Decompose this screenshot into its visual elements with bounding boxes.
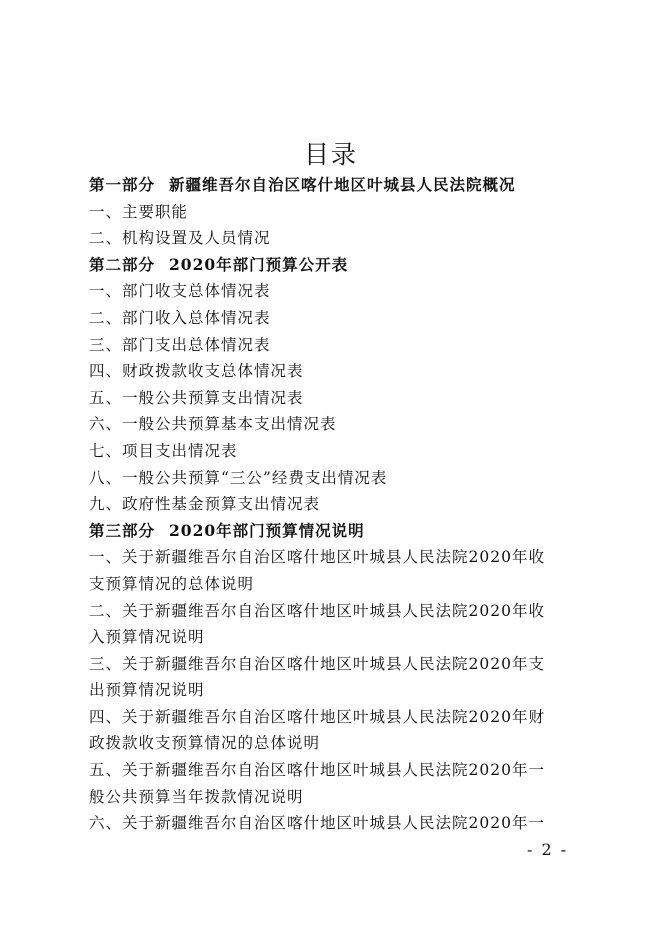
- toc-item-text: 支预算情况的总体说明: [89, 574, 255, 593]
- page-title: 目录: [303, 139, 358, 169]
- toc-item: [89, 757, 589, 784]
- toc-part-label: 第三部分: [89, 520, 156, 540]
- toc-item: [89, 598, 589, 625]
- toc-item: [89, 199, 589, 226]
- toc-item-text: 二、机构设置及人员情况: [89, 229, 271, 248]
- toc-item: [89, 677, 589, 704]
- toc-item-text: 六、关于新疆维吾尔自治区喀什地区叶城县人民法院2020年一: [89, 814, 545, 833]
- toc-item: [89, 465, 589, 492]
- toc-item-text: 一、主要职能: [89, 202, 189, 221]
- table-of-contents: [89, 172, 589, 837]
- toc-item-text: 政拨款收支预算情况的总体说明: [89, 734, 321, 753]
- toc-item: [89, 784, 589, 811]
- toc-item: [89, 278, 589, 305]
- toc-item: [89, 305, 589, 332]
- toc-item: [89, 624, 589, 651]
- toc-item-text: 三、部门支出总体情况表: [89, 335, 271, 354]
- toc-item-text: 四、财政拨款收支总体情况表: [89, 362, 304, 381]
- toc-item-text: 出预算情况说明: [89, 681, 205, 700]
- toc-part-heading: [89, 172, 589, 199]
- toc-part-title: 新疆维吾尔自治区喀什地区叶城县人民法院概况: [169, 175, 516, 194]
- toc-item: [89, 571, 589, 598]
- toc-item: [89, 491, 589, 518]
- toc-part-heading: [89, 518, 589, 545]
- toc-item: [89, 730, 589, 757]
- toc-item-text: 二、关于新疆维吾尔自治区喀什地区叶城县人民法院2020年收: [89, 601, 545, 620]
- toc-item: [89, 544, 589, 571]
- toc-part-title: 2020年部门预算情况说明: [169, 520, 365, 540]
- toc-item-text: 七、项目支出情况表: [89, 441, 238, 460]
- toc-item-text: 般公共预算当年拨款情况说明: [89, 787, 304, 806]
- toc-item-text: 二、部门收入总体情况表: [89, 308, 271, 327]
- toc-item-text: 三、关于新疆维吾尔自治区喀什地区叶城县人民法院2020年支: [89, 654, 545, 673]
- toc-item-text: 四、关于新疆维吾尔自治区喀什地区叶城县人民法院2020年财: [89, 707, 545, 726]
- toc-part-label: 第一部分: [89, 175, 156, 194]
- toc-part-heading: [89, 252, 589, 279]
- toc-item: [89, 438, 589, 465]
- toc-item: [89, 358, 589, 385]
- toc-item-text: 九、政府性基金预算支出情况表: [89, 495, 321, 514]
- toc-item-text: 入预算情况说明: [89, 628, 205, 647]
- toc-item: [89, 704, 589, 731]
- toc-item: [89, 332, 589, 359]
- toc-item-text: 一、关于新疆维吾尔自治区喀什地区叶城县人民法院2020年收: [89, 548, 545, 567]
- toc-item: [89, 651, 589, 678]
- page-number: - 2 -: [527, 840, 569, 859]
- toc-item-text: 五、一般公共预算支出情况表: [89, 388, 304, 407]
- toc-item-text: 六、一般公共预算基本支出情况表: [89, 415, 337, 434]
- toc-item-text: 一、部门收支总体情况表: [89, 282, 271, 301]
- toc-item: [89, 225, 589, 252]
- toc-part-title: 2020年部门预算公开表: [169, 254, 349, 274]
- toc-item: [89, 411, 589, 438]
- toc-item: [89, 810, 589, 837]
- toc-item-text: 五、关于新疆维吾尔自治区喀什地区叶城县人民法院2020年一: [89, 761, 545, 780]
- toc-item: [89, 385, 589, 412]
- toc-item-text: 八、一般公共预算“三公”经费支出情况表: [89, 468, 388, 487]
- toc-part-label: 第二部分: [89, 254, 156, 274]
